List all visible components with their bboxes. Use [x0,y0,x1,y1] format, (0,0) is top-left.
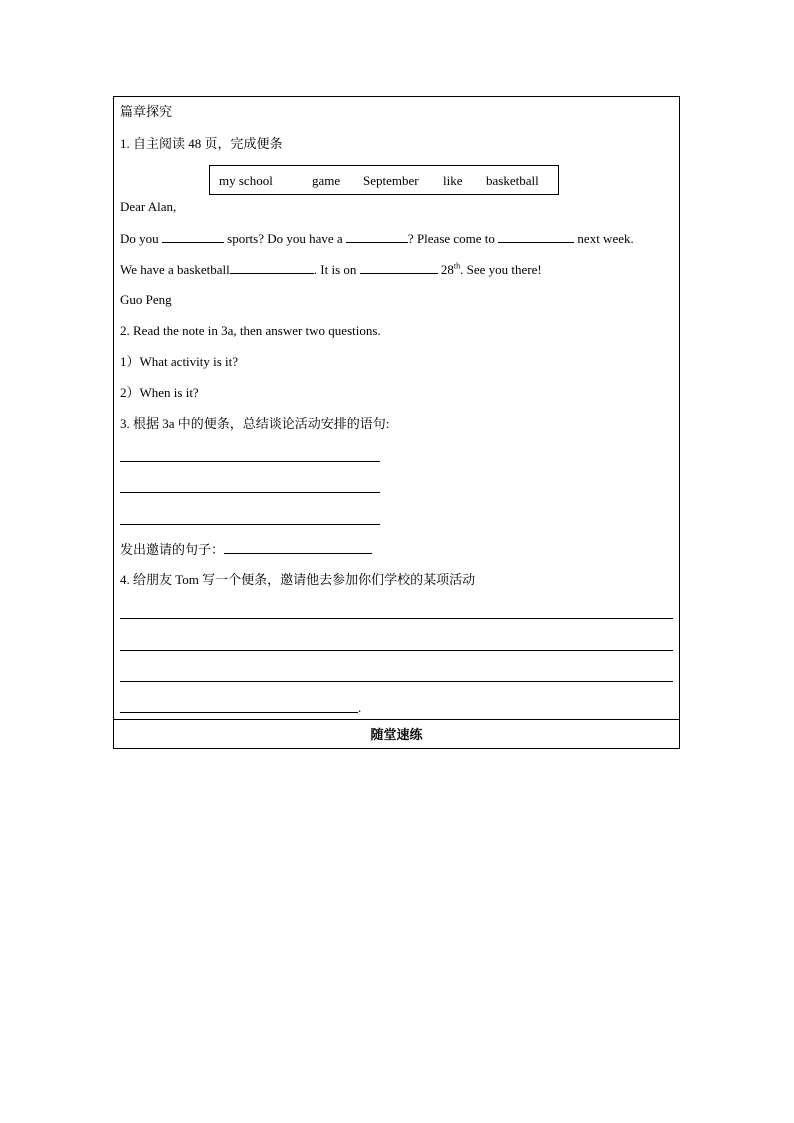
note-line-2 [120,261,542,278]
answer-line[interactable] [120,461,380,462]
note-text: Do you [120,231,162,246]
task2-heading: 2. Read the note in 3a, then answer two questions. [120,323,381,338]
task3-heading: 3. 根据 3a 中的便条，总结谈论活动安排的语句: [120,416,390,431]
word-bank [209,165,559,195]
ordinal-suffix: th [453,261,461,271]
invite-label: 发出邀请的句子： [120,542,225,557]
footer-divider [113,719,680,720]
note-text: . See you there! [460,262,542,277]
word-bank-item: September [363,173,419,188]
writing-end-mark: . [358,700,362,715]
note-text: . It is on [313,262,360,277]
fill-blank[interactable] [346,230,408,243]
note-text: next week. [574,231,634,246]
answer-line[interactable] [120,524,380,525]
fill-blank[interactable] [224,541,372,554]
note-text: We have a basketball [120,262,230,277]
invite-sentence-row [120,541,372,558]
fill-blank[interactable] [360,261,438,274]
word-bank-item: game [312,173,341,188]
task2-question-2: 2）When is it? [120,385,199,400]
note-signature: Guo Peng [120,292,172,307]
task4-heading: 4. 给朋友 Tom 写一个便条，邀请他去参加你们学校的某项活动 [120,572,476,587]
writing-line[interactable] [120,712,358,713]
fill-blank[interactable] [230,261,314,274]
section-title: 篇章探究 [120,104,173,119]
note-text: 28 [437,262,454,277]
note-text: sports? Do you have a [223,231,346,246]
note-greeting: Dear Alan, [120,199,177,214]
fill-blank[interactable] [162,230,224,243]
word-bank-item: basketball [486,173,539,188]
writing-line[interactable] [120,681,673,682]
task2-question-1: 1）What activity is it? [120,354,239,369]
answer-line[interactable] [120,492,380,493]
footer-title: 随堂速练 [370,727,423,742]
word-bank-item: my school [219,173,273,188]
note-line-1 [120,230,634,247]
task1-heading: 1. 自主阅读 48 页，完成便条 [120,136,283,151]
fill-blank[interactable] [498,230,574,243]
writing-line[interactable] [120,618,673,619]
word-bank-item: like [443,173,463,188]
note-text: ? Please come to [407,231,499,246]
writing-line[interactable] [120,650,673,651]
